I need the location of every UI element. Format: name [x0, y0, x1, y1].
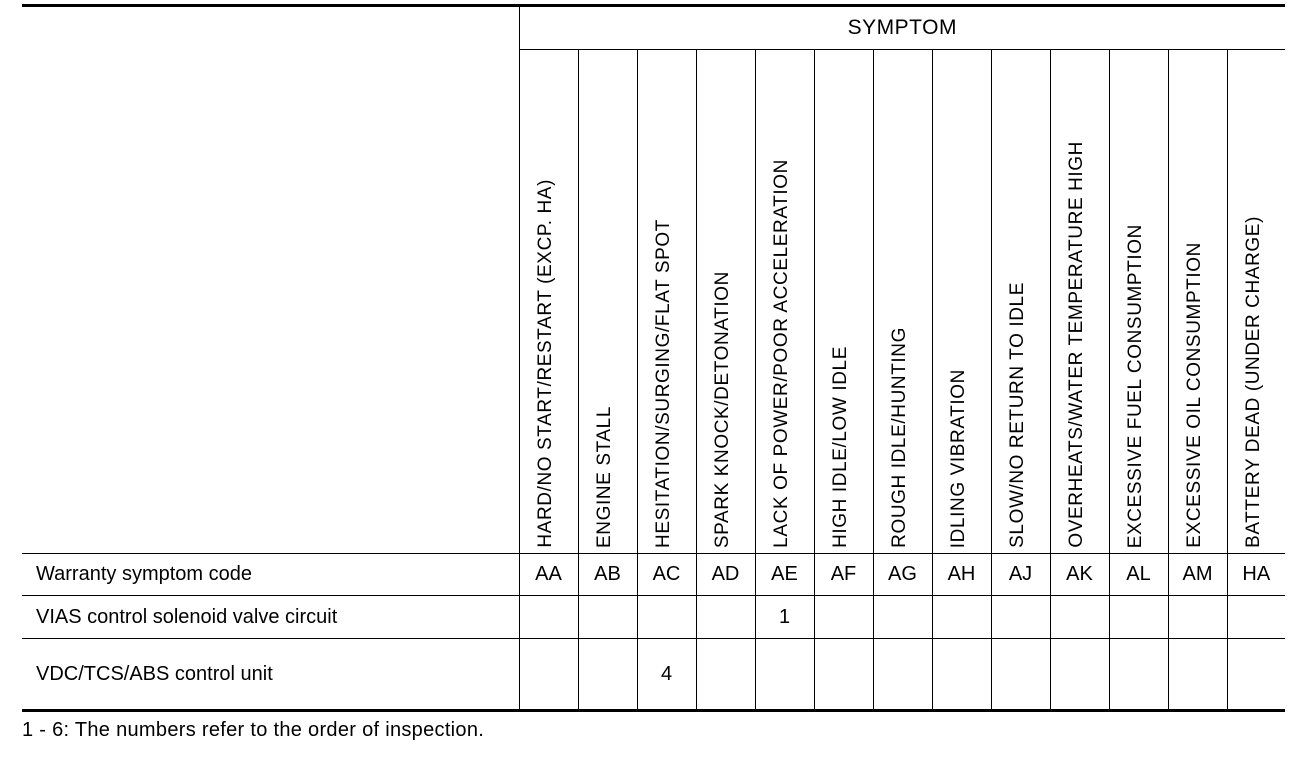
- column-header-label: HESITATION/SURGING/FLAT SPOT: [652, 219, 674, 548]
- symptom-table-container: [22, 4, 1284, 712]
- table-row: [22, 554, 1285, 596]
- column-header: [814, 50, 873, 554]
- column-header-label: HARD/NO START/RESTART (EXCP. HA): [534, 179, 556, 548]
- table-row: [22, 596, 1285, 639]
- column-header: [932, 50, 991, 554]
- table-cell: [814, 639, 873, 711]
- table-cell: AL: [1109, 554, 1168, 596]
- table-cell: AB: [578, 554, 637, 596]
- column-header-label: ENGINE STALL: [593, 406, 615, 548]
- table-cell: [1227, 639, 1285, 711]
- column-header: [1227, 50, 1285, 554]
- column-header: [991, 50, 1050, 554]
- column-header-label: EXCESSIVE OIL CONSUMPTION: [1183, 242, 1205, 548]
- table-cell: 1: [755, 596, 814, 639]
- table-cell: [519, 639, 578, 711]
- table-cell: AD: [696, 554, 755, 596]
- table-cell: AH: [932, 554, 991, 596]
- table-cell: [755, 639, 814, 711]
- table-cell: [519, 596, 578, 639]
- table-cell: AM: [1168, 554, 1227, 596]
- table-cell: [873, 596, 932, 639]
- column-header: [1168, 50, 1227, 554]
- table-cell: AF: [814, 554, 873, 596]
- table-cell: [1168, 639, 1227, 711]
- header-title-row: [22, 6, 1285, 50]
- table-cell: AE: [755, 554, 814, 596]
- column-header: [696, 50, 755, 554]
- table-cell: [873, 639, 932, 711]
- table-cell: [814, 596, 873, 639]
- symptom-title: SYMPTOM: [519, 6, 1285, 50]
- column-header-label: SLOW/NO RETURN TO IDLE: [1006, 282, 1028, 548]
- footnote: 1 - 6: The numbers refer to the order of inspection.: [22, 719, 485, 741]
- column-header-label: IDLING VIBRATION: [947, 368, 969, 548]
- row-label: VIAS control solenoid valve circuit: [22, 596, 519, 639]
- table-cell: [1109, 639, 1168, 711]
- column-header-label: ROUGH IDLE/HUNTING: [888, 327, 910, 548]
- column-header: [637, 50, 696, 554]
- column-header-label: OVERHEATS/WATER TEMPERATURE HIGH: [1065, 141, 1087, 548]
- table-cell: AK: [1050, 554, 1109, 596]
- column-header-label: HIGH IDLE/LOW IDLE: [829, 346, 851, 548]
- row-label: VDC/TCS/ABS control unit: [22, 639, 519, 711]
- column-header: [873, 50, 932, 554]
- table-cell: [696, 596, 755, 639]
- blank-header-cell: [22, 6, 519, 554]
- table-cell: [1050, 639, 1109, 711]
- symptom-table: [22, 4, 1285, 712]
- column-header: [519, 50, 578, 554]
- table-cell: AC: [637, 554, 696, 596]
- table-cell: 4: [637, 639, 696, 711]
- table-cell: HA: [1227, 554, 1285, 596]
- table-cell: [637, 596, 696, 639]
- table-cell: [1109, 596, 1168, 639]
- row-label: Warranty symptom code: [22, 554, 519, 596]
- table-cell: AA: [519, 554, 578, 596]
- column-header: [1050, 50, 1109, 554]
- table-cell: [932, 596, 991, 639]
- column-header-label: EXCESSIVE FUEL CONSUMPTION: [1124, 223, 1146, 548]
- column-header-label: BATTERY DEAD (UNDER CHARGE): [1242, 216, 1264, 548]
- table-cell: AJ: [991, 554, 1050, 596]
- table-row: [22, 639, 1285, 711]
- table-cell: [1050, 596, 1109, 639]
- table-cell: [1227, 596, 1285, 639]
- table-cell: [578, 639, 637, 711]
- table-cell: [696, 639, 755, 711]
- table-cell: AG: [873, 554, 932, 596]
- table-cell: [1168, 596, 1227, 639]
- column-header: [755, 50, 814, 554]
- column-header: [578, 50, 637, 554]
- column-header: [1109, 50, 1168, 554]
- table-cell: [578, 596, 637, 639]
- column-header-label: LACK OF POWER/POOR ACCELERATION: [770, 159, 792, 548]
- table-cell: [932, 639, 991, 711]
- table-cell: [991, 596, 1050, 639]
- table-cell: [991, 639, 1050, 711]
- column-header-label: SPARK KNOCK/DETONATION: [711, 270, 733, 548]
